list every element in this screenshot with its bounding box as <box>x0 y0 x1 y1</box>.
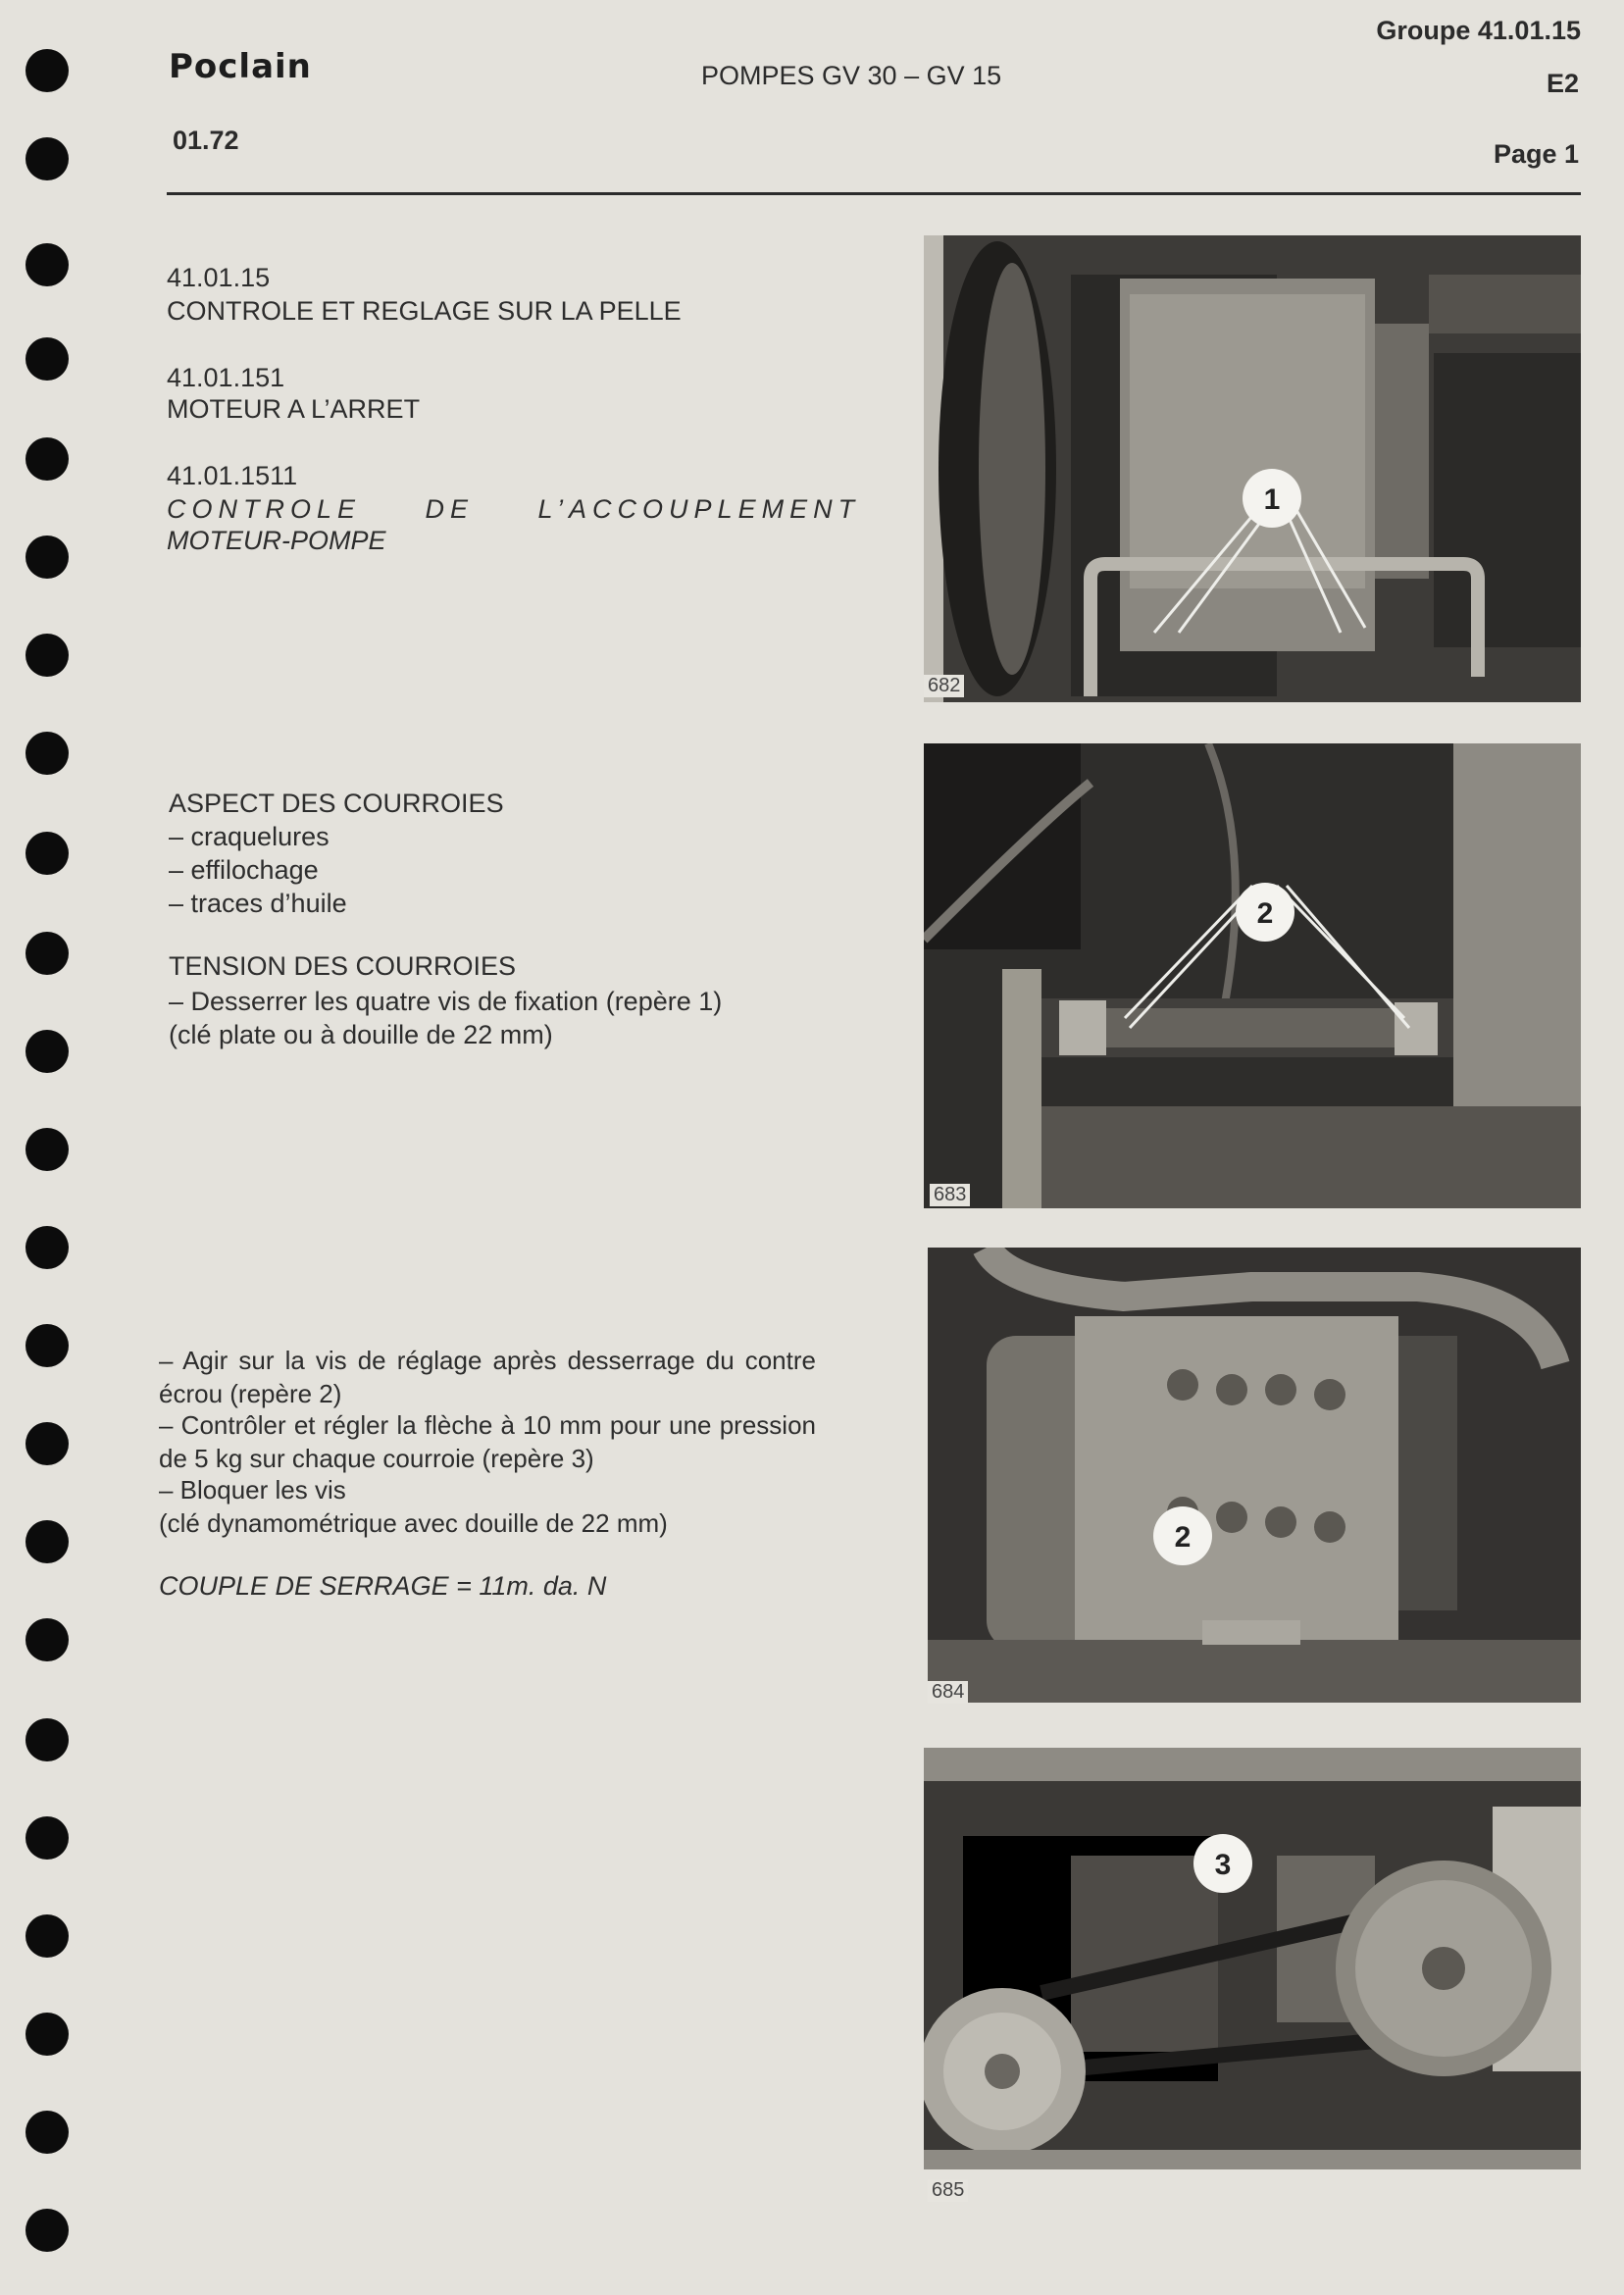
header-page: Page 1 <box>1493 139 1579 169</box>
binder-hole <box>25 2209 69 2252</box>
binder-hole <box>25 243 69 286</box>
callout-number: 2 <box>1256 897 1274 930</box>
aspect-item: – effilochage <box>169 855 319 885</box>
subsubsection-number: 41.01.1511 <box>167 461 298 490</box>
aspect-item: – craquelures <box>169 822 330 851</box>
brand-logo: Poclain <box>169 47 312 86</box>
binder-hole <box>25 49 69 92</box>
binder-hole <box>25 1128 69 1171</box>
photo-684-drawing <box>928 1248 1581 1703</box>
photo-685 <box>924 1748 1581 2169</box>
aspect-item: – traces d’huile <box>169 889 347 918</box>
binder-hole <box>25 1226 69 1269</box>
binder-hole <box>25 634 69 677</box>
adjust-step: – Contrôler et régler la flèche à 10 mm pour une pression de 5 kg sur chaque courroie (repère 3) <box>159 1410 816 1473</box>
binder-hole <box>25 832 69 875</box>
binder-hole <box>25 1618 69 1661</box>
header-groupe: Groupe 41.01.15 <box>1376 16 1581 45</box>
tension-step-note: (clé plate ou à douille de 22 mm) <box>169 1020 553 1049</box>
binder-hole <box>25 1422 69 1465</box>
binder-hole <box>25 2111 69 2154</box>
binder-hole <box>25 1520 69 1563</box>
binder-hole <box>25 536 69 579</box>
aspect-title: ASPECT DES COURROIES <box>169 789 504 818</box>
header-rule <box>167 192 1581 195</box>
photo-684 <box>928 1248 1581 1703</box>
photo-683 <box>924 743 1581 1208</box>
figure-number: 685 <box>928 2179 968 2202</box>
callout-number: 2 <box>1174 1521 1192 1554</box>
binder-hole <box>25 1816 69 1860</box>
binder-hole <box>25 337 69 381</box>
figure-number: 682 <box>924 675 964 697</box>
callout-number: 3 <box>1214 1849 1232 1881</box>
binder-hole <box>25 1030 69 1073</box>
tension-step: – Desserrer les quatre vis de fixation (repère 1) <box>169 987 723 1016</box>
photo-685-drawing <box>924 1748 1581 2169</box>
section-title: CONTROLE ET REGLAGE SUR LA PELLE <box>167 296 682 326</box>
subsubsection-title-cont: MOTEUR-POMPE <box>167 526 386 555</box>
binder-hole <box>25 2013 69 2056</box>
binder-hole <box>25 437 69 481</box>
section-number: 41.01.15 <box>167 263 271 292</box>
callout-number: 1 <box>1263 484 1281 516</box>
binder-hole <box>25 932 69 975</box>
tension-title: TENSION DES COURROIES <box>169 951 517 981</box>
figure-number: 684 <box>928 1681 968 1704</box>
figure-number: 683 <box>930 1184 970 1206</box>
binder-hole <box>25 732 69 775</box>
photo-683-drawing <box>924 743 1581 1208</box>
photo-682 <box>924 235 1581 702</box>
binder-hole <box>25 1718 69 1761</box>
binder-hole <box>25 137 69 180</box>
adjust-step: – Bloquer les vis <box>159 1475 346 1504</box>
torque-spec: COUPLE DE SERRAGE = 11m. da. N <box>159 1571 607 1601</box>
subsubsection-title: CONTROLE DE L’ACCOUPLEMENT <box>167 494 861 524</box>
header-code: E2 <box>1546 69 1579 98</box>
binder-hole <box>25 1914 69 1958</box>
adjust-step: – Agir sur la vis de réglage après desserrage du contre écrou (repère 2) <box>159 1346 816 1408</box>
adjust-step-note: (clé dynamométrique avec douille de 22 mm) <box>159 1508 668 1538</box>
header-title: POMPES GV 30 – GV 15 <box>701 61 1002 90</box>
subsection-title: MOTEUR A L’ARRET <box>167 394 421 424</box>
subsection-number: 41.01.151 <box>167 363 285 392</box>
binder-hole <box>25 1324 69 1367</box>
header-date: 01.72 <box>173 126 239 155</box>
photo-682-drawing <box>924 235 1581 702</box>
